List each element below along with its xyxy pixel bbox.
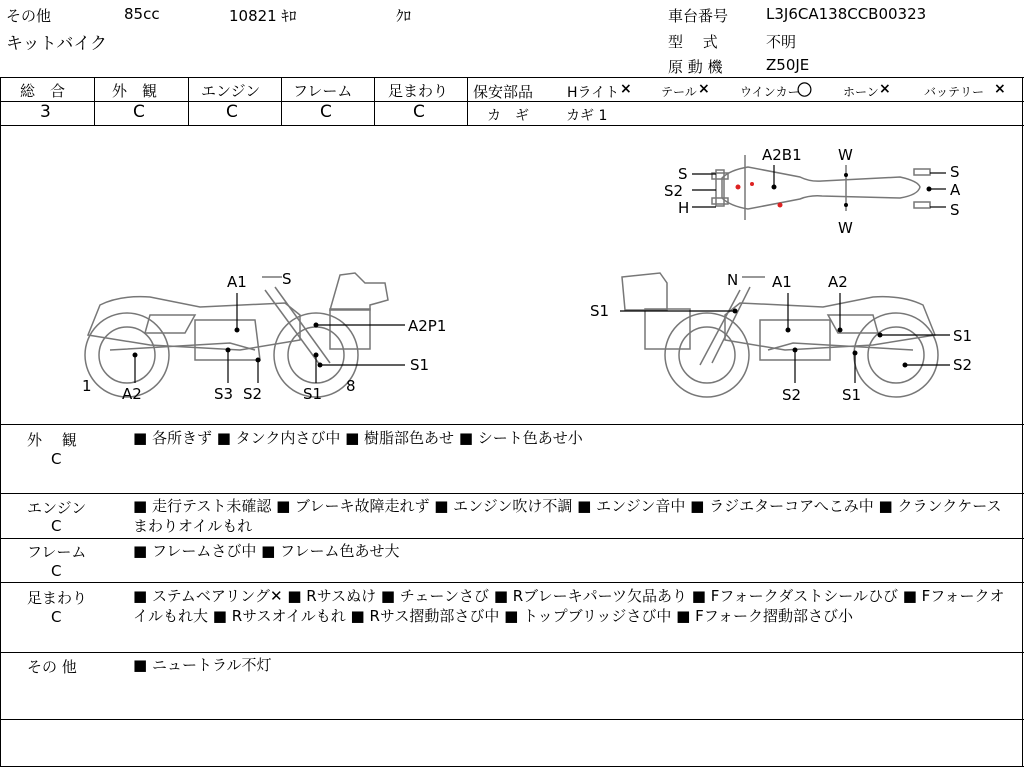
right-label-a1: A1: [772, 273, 792, 291]
safety-winker-label: ウインカー: [740, 85, 800, 99]
grade-header-suspension: 足まわり: [388, 82, 449, 100]
top-label-w-lower: W: [838, 219, 853, 237]
grade-header-overall: 総 合: [20, 82, 66, 100]
section-title: フレーム: [27, 543, 87, 561]
top-label-s-right-lower: S: [950, 201, 960, 219]
left-label-a2: A2: [122, 385, 142, 403]
safety-tail-mark: ×: [698, 81, 710, 97]
right-label-a2: A2: [828, 273, 848, 291]
top-label-w-upper: W: [838, 146, 853, 164]
key-label: カ ギ: [487, 108, 529, 124]
safety-battery-label: バッテリー: [924, 85, 985, 99]
grade-frame: C: [320, 102, 332, 122]
right-label-s1-bottom: S1: [842, 386, 862, 404]
section-grade: C: [51, 450, 62, 468]
top-label-a2b1: A2B1: [762, 146, 802, 164]
grade-overall: 3: [40, 102, 51, 122]
section-title: その 他: [27, 658, 77, 676]
safety-headlight-mark: ×: [620, 81, 632, 97]
frame-no: L3J6CA138CCB00323: [766, 5, 927, 23]
grade-suspension: C: [413, 102, 425, 122]
grade-engine: C: [226, 102, 238, 122]
safety-horn-mark: ×: [879, 81, 891, 97]
section-title: 外 観: [27, 431, 77, 449]
section-text: ■ フレームさび中 ■ フレーム色あせ大: [133, 542, 400, 560]
left-label-s2: S2: [243, 385, 263, 403]
type-label: 型 式: [668, 33, 718, 51]
engine-label: 原 動 機: [668, 58, 723, 76]
safety-battery-mark: ×: [994, 81, 1006, 97]
safety-horn-label: ホーン: [843, 85, 879, 99]
section-text: ■ 各所きず ■ タンク内さび中 ■ 樹脂部色あせ ■ シート色あせ小: [133, 429, 583, 447]
left-label-a1: A1: [227, 273, 247, 291]
left-label-s1-bottom: S1: [303, 385, 323, 403]
section-grade: C: [51, 562, 62, 580]
left-label-a2p1: A2P1: [408, 317, 447, 335]
grade-header-engine: エンジン: [201, 82, 261, 100]
mileage: 10821 ｷﾛ: [229, 7, 297, 25]
top-label-h: H: [678, 199, 690, 217]
section-title: エンジン: [27, 499, 87, 517]
section-text: ■ ニュートラル不灯: [133, 656, 272, 674]
top-label-a: A: [950, 181, 961, 199]
top-label-s-right-upper: S: [950, 163, 960, 181]
safety-winker-mark: 〇: [797, 81, 813, 99]
safety-tail-label: テール: [661, 85, 697, 99]
grade-header-exterior: 外 観: [112, 82, 158, 100]
left-side-bike: [85, 273, 388, 397]
category: その他: [6, 7, 52, 25]
top-view-bike: [712, 155, 930, 220]
model-name: キットバイク: [6, 34, 107, 54]
left-label-1: 1: [82, 377, 92, 395]
top-label-s-left: S: [678, 165, 688, 183]
section-grade: C: [51, 608, 62, 626]
motorcycle-diagram: [0, 125, 1024, 425]
section-grade: C: [51, 517, 62, 535]
top-label-s2: S2: [664, 182, 684, 200]
key-value: カギ 1: [566, 108, 608, 124]
right-label-s2-right: S2: [953, 356, 973, 374]
left-label-s1-right: S1: [410, 356, 430, 374]
engine-value: Z50JE: [766, 56, 810, 74]
left-label-8: 8: [346, 377, 356, 395]
section-text: ■ ステムベアリング✕ ■ Rサスぬけ ■ チェーンさび ■ Rブレーキパーツ欠品あり ■ Fフォークダストシールひび ■ Fフォークオイルもれ大 ■ Rサスオイルもれ ■ Rサス摺動部さび中 ■ トップブリッジさび中 ■ Fフォーク摺動部さび小: [133, 587, 1005, 625]
color: ｸﾛ: [396, 7, 412, 25]
frame-no-label: 車台番号: [668, 7, 729, 25]
displacement: 85cc: [124, 5, 160, 23]
right-label-n: N: [727, 271, 739, 289]
right-label-s1-right: S1: [953, 327, 973, 345]
section-text: ■ 走行テスト未確認 ■ ブレーキ故障走れず ■ エンジン吹け不調 ■ エンジン音中 ■ ラジエターコアへこみ中 ■ クランクケースまわりオイルもれ: [133, 497, 1002, 535]
right-label-s1-left: S1: [590, 302, 610, 320]
grade-header-frame: フレーム: [293, 82, 353, 100]
left-label-s: S: [282, 270, 292, 288]
right-label-s2-bottom: S2: [782, 386, 802, 404]
type-value: 不明: [766, 33, 797, 51]
section-title: 足まわり: [27, 589, 88, 607]
grade-exterior: C: [133, 102, 145, 122]
safety-label: 保安部品: [473, 83, 534, 101]
safety-headlight-label: Hライト: [567, 85, 620, 101]
left-label-s3: S3: [214, 385, 234, 403]
